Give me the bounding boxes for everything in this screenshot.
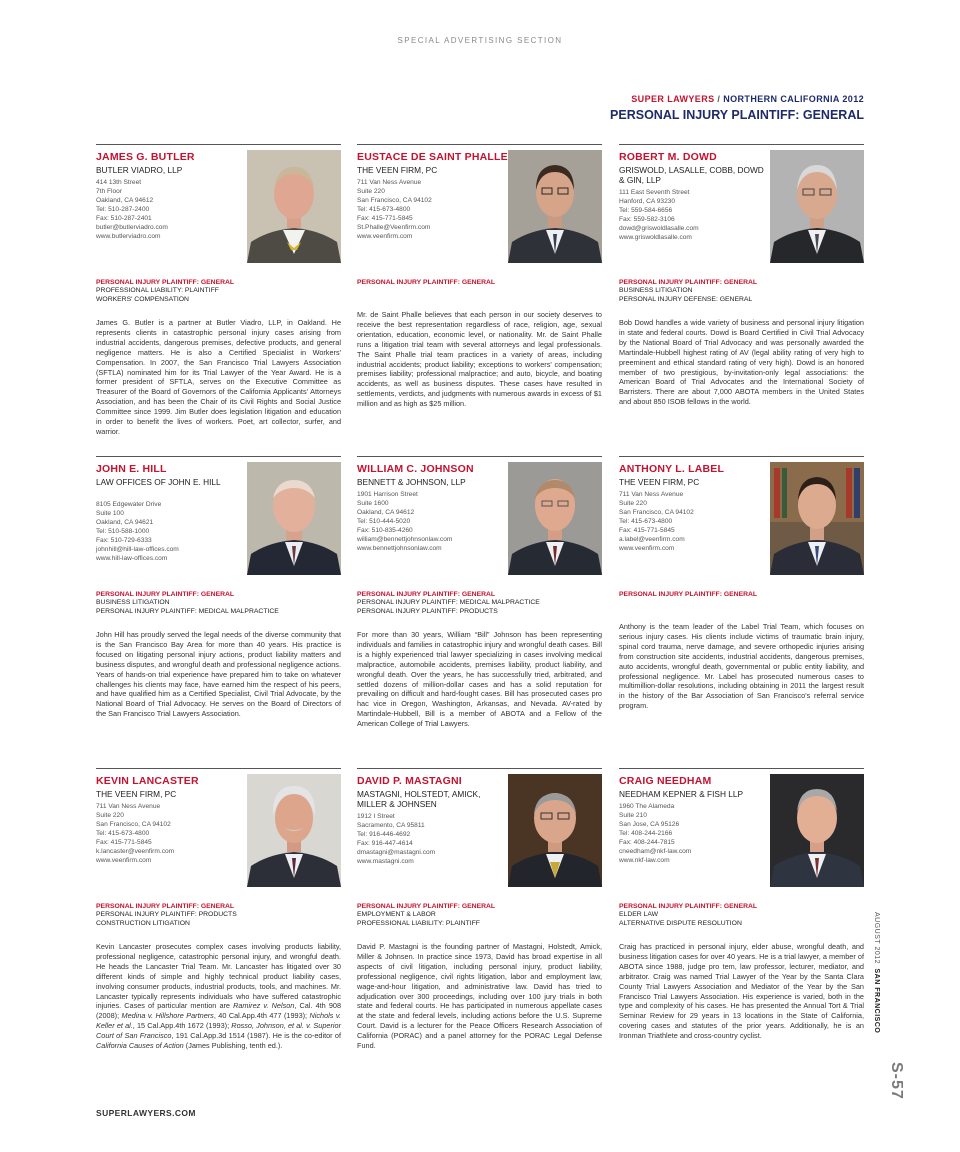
profile-card <box>96 768 341 1068</box>
contact-line: Tel: 916-446-4692 <box>357 831 411 838</box>
header-subtitle <box>610 94 864 104</box>
profile-card <box>619 768 864 1068</box>
contact-line: 1960 The Alameda <box>619 803 675 810</box>
practice-areas <box>357 902 602 928</box>
contact-line: Suite 1600 <box>357 500 389 507</box>
attorney-name: DAVID P. MASTAGNI <box>357 775 462 787</box>
profile-card <box>96 456 341 756</box>
contact-line: 8105 Edgewater Drive <box>96 501 162 508</box>
practice-area: PROFESSIONAL LIABILITY: PLAINTIFF <box>96 287 219 294</box>
portrait-image <box>770 774 864 887</box>
secondary-practice-areas <box>96 911 341 928</box>
portrait-image <box>508 774 602 887</box>
contact-line: Tel: 415-673-4800 <box>96 830 150 837</box>
divider <box>619 456 864 457</box>
contact-line: www.griswoldlasalle.com <box>619 234 692 241</box>
attorney-name: ROBERT M. DOWD <box>619 151 717 163</box>
divider <box>619 768 864 769</box>
practice-area: ELDER LAW <box>619 911 659 918</box>
practice-area: PERSONAL INJURY PLAINTIFF: MEDICAL MALPRACTICE <box>357 599 540 606</box>
contact-line: St.Phalle@Veenfirm.com <box>357 224 431 231</box>
contact-line: Suite 220 <box>96 812 124 819</box>
divider <box>96 144 341 145</box>
contact-line: Tel: 510-287-2400 <box>96 206 150 213</box>
contact-line: Suite 220 <box>357 188 385 195</box>
contact-line: k.lancaster@veenfirm.com <box>96 848 175 855</box>
practice-area: WORKERS' COMPENSATION <box>96 295 189 303</box>
profile-card <box>357 144 602 444</box>
contact-line: Fax: 559-582-3106 <box>619 216 675 223</box>
contact-block <box>357 812 507 866</box>
portrait-image <box>508 462 602 575</box>
section-label: SPECIAL ADVERTISING SECTION <box>397 36 563 45</box>
contact-line: www.hill-law-offices.com <box>96 555 168 562</box>
contact-block <box>96 500 246 563</box>
profile-card <box>357 768 602 1068</box>
firm-name: BENNETT & JOHNSON, LLP <box>357 477 466 487</box>
firm-name: NEEDHAM KEPNER & FISH LLP <box>619 789 744 799</box>
contact-line: www.mastagni.com <box>357 858 414 865</box>
firm-name: LAW OFFICES OF JOHN E. HILL <box>96 477 221 487</box>
attorney-name: EUSTACE DE SAINT PHALLE <box>357 151 508 163</box>
attorney-bio: Anthony is the team leader of the Label Trial Team, which focuses on serious injury cases. His clients include victims of traumatic brain injury, spinal cord trauma, nerve damage, and severe orthopedic injuries arising from construction site accidents, industrial accidents, dangerous premises, auto accidents, wrongful death, governmental or public entity liability, and professional negligence. Mr. Label has prosecuted numerous cases to multimillion-dollar resolutions, including obtaining in 2011 the largest result in the history of the Bar Association of San Francisco's referral service program. <box>619 622 864 711</box>
contact-line: Fax: 415-771-5845 <box>357 215 413 222</box>
firm-name: GRISWOLD, LASALLE, COBB, DOWD & GIN, LLP <box>619 165 764 185</box>
contact-line: Fax: 510-835-4260 <box>357 527 413 534</box>
portrait-image <box>508 150 602 263</box>
divider <box>96 456 341 457</box>
contact-line: Suite 220 <box>619 500 647 507</box>
website-url: SUPERLAWYERS.COM <box>96 1108 196 1118</box>
contact-line: Fax: 408-244-7815 <box>619 839 675 846</box>
contact-line: dowd@griswoldlasalle.com <box>619 225 699 232</box>
primary-practice-area: PERSONAL INJURY PLAINTIFF: GENERAL <box>619 903 758 910</box>
contact-line: www.nkf-law.com <box>619 857 670 864</box>
profile-card <box>357 456 602 756</box>
primary-practice-area: PERSONAL INJURY PLAINTIFF: GENERAL <box>619 279 758 286</box>
contact-line: Fax: 510-729-6333 <box>96 537 152 544</box>
contact-line: dmastagni@mastagni.com <box>357 849 436 856</box>
contact-line: www.bennettjohnsonlaw.com <box>357 545 442 552</box>
contact-line: Oakland, CA 94612 <box>96 197 154 204</box>
practice-area: BUSINESS LITIGATION <box>96 599 170 606</box>
attorney-bio: James G. Butler is a partner at Butler Viadro, LLP, in Oakland. He represents clients in catastrophic personal injury cases arising from industrial accidents, dangerous premises, defective products, and general negligence matters. He is also a Certified Specialist in Workers' Compensation. In 2007, the San Francisco Trial Lawyers Association (SFTLA) nominated him for its Trial Lawyer of the Year Award. He is a former president of SFTLA, serves on the Executive Committee as Treasurer of the Board of Governors of the California Applicants' Attorneys Association, and has been the Chair of its Civil Rights and Social Justice Committee since 1999. Jim Butler does legislation litigation and education in order to benefit the lives of workers. Poet, art collector, surfer, and warrior. <box>96 318 341 436</box>
contact-line: a.label@veenfirm.com <box>619 536 685 543</box>
practice-area: PERSONAL INJURY PLAINTIFF: PRODUCTS <box>357 607 498 615</box>
issue-city: SAN FRANCISCO <box>873 968 880 1034</box>
listing-title: PERSONAL INJURY PLAINTIFF: GENERAL <box>610 108 864 122</box>
divider <box>357 144 602 145</box>
contact-line: Fax: 510-287-2401 <box>96 215 152 222</box>
firm-name: BUTLER VIADRO, LLP <box>96 165 183 175</box>
attorney-name: KEVIN LANCASTER <box>96 775 199 787</box>
contact-line: San Francisco, CA 94102 <box>96 821 171 828</box>
divider <box>619 144 864 145</box>
contact-line: Fax: 415-771-5845 <box>96 839 152 846</box>
contact-line: Tel: 559-584-6656 <box>619 207 673 214</box>
contact-block <box>619 188 769 242</box>
case-citation: Nichols v. Keller et al. <box>96 1011 341 1031</box>
contact-line: 414 13th Street <box>96 179 142 186</box>
contact-block <box>357 490 507 553</box>
contact-line: Oakland, CA 94612 <box>357 509 415 516</box>
portrait-image <box>247 774 341 887</box>
practice-areas <box>96 590 341 616</box>
attorney-name: ANTHONY L. LABEL <box>619 463 725 475</box>
contact-block <box>96 178 246 241</box>
firm-name: THE VEEN FIRM, PC <box>619 477 700 487</box>
attorney-bio: Craig has practiced in personal injury, elder abuse, wrongful death, and business litigation cases for over 40 years. He is a trial lawyer, a member of ABOTA since 1988, judge pro tem, law professor, lecturer, mediator, and arbitrator. Craig was named Trial Lawyer of the Year by the Santa Clara County Trial Lawyers Association and Mediator of the Year by the San Francisco Trial Lawyers Association. His experience is varied, both in the type and complexity of his cases. He has presented the Annual Tort & Trial Seminar Review for 29 years in 13 locations in the State of California, covering cases and statutes of the prior years. Additionally, he is an Ironman Triathlete and cross-country cyclist. <box>619 942 864 1041</box>
attorney-name: CRAIG NEEDHAM <box>619 775 712 787</box>
attorney-photo <box>247 774 341 887</box>
attorney-bio: For more than 30 years, William “Bill” Johnson has been representing individuals and families in catastrophic injury and wrongful death cases. Bill is a highly experienced trial lawyer specializing in cases involving medical malpractice, automobile accidents, premises liability, product liability, and wrongful death. Over the years, he has successfully tried, arbitrated, and settled dozens of million-dollar cases and has a solid reputation for prevailing on difficult and hard-fought cases. Bill has prosecuted cases pro hac vice in Oregon, Washington, Arkansas, and Nevada. AV-rated by Martindale-Hubbell, Bill is a member of ABOTA and a Fellow of the American College of Trial Lawyers. <box>357 630 602 729</box>
practice-area: PROFESSIONAL LIABILITY: PLAINTIFF <box>357 919 480 927</box>
practice-areas <box>619 278 864 304</box>
practice-area: EMPLOYMENT & LABOR <box>357 911 436 918</box>
contact-block <box>619 490 769 553</box>
attorney-bio: David P. Mastagni is the founding partner of Mastagni, Holstedt, Amick, Miller & Johnsen. In practice since 1973, David has broad expertise in all aspects of civil litigation, including personal injury, product liability, professional negligence, civil rights litigation, labor and employment law, wage-and-hour litigation, and administrative law. David has tried to adjudication over 300 proceedings, including over 100 jury trials in both state and federal courts. He has participated in numerous appellate cases at the state and federal levels, including actions before the U.S. Supreme Court. David is a lecturer for the Peace Officers Research Association of California (PORAC) and a panel attorney for the PORAC Legal Defense Fund. <box>357 942 602 1051</box>
practice-areas <box>357 590 602 616</box>
firm-name: THE VEEN FIRM, PC <box>357 165 438 175</box>
secondary-practice-areas <box>96 599 341 616</box>
practice-area: PERSONAL INJURY PLAINTIFF: MEDICAL MALPRACTICE <box>96 607 279 615</box>
contact-line: Tel: 415-673-4800 <box>357 206 411 213</box>
contact-block <box>619 802 769 865</box>
case-citation: Ramirez v. Nelson <box>233 1001 295 1011</box>
primary-practice-area: PERSONAL INJURY PLAINTIFF: GENERAL <box>357 903 496 910</box>
contact-line: San Francisco, CA 94102 <box>619 509 694 516</box>
practice-area: ALTERNATIVE DISPUTE RESOLUTION <box>619 919 742 927</box>
attorney-photo <box>247 150 341 263</box>
practice-area: PERSONAL INJURY PLAINTIFF: PRODUCTS <box>96 911 237 918</box>
contact-line: Tel: 408-244-2166 <box>619 830 673 837</box>
practice-areas <box>96 902 341 928</box>
contact-line: www.veenfirm.com <box>96 857 152 864</box>
portrait-image <box>770 462 864 575</box>
secondary-practice-areas <box>619 911 864 928</box>
header-separator: / <box>717 94 721 104</box>
contact-line: 111 East Seventh Street <box>619 189 690 196</box>
contact-line: Suite 210 <box>619 812 647 819</box>
issue-info <box>870 912 888 1102</box>
contact-line: 711 Van Ness Avenue <box>96 803 161 810</box>
divider <box>357 456 602 457</box>
contact-line: 1901 Harrison Street <box>357 491 418 498</box>
bio-text: Kevin Lancaster prosecutes complex cases involving products liability, professional negligence, catastrophic personal injury, and wrongful death. He heads the Lancaster Trial Team. Mr. Lancaster has litigated over 30 different kinds of simple and highly technical product liability cases, involving consumer products, industrial products, tools, and machines. Mr. Lancaster typically represents individuals who have suffered catastrophic injuries. Cases of particular mention are <box>96 942 341 1011</box>
contact-line: 7th Floor <box>96 188 123 195</box>
contact-line: San Francisco, CA 94102 <box>357 197 432 204</box>
contact-line: william@bennettjohnsonlaw.com <box>357 536 453 543</box>
attorney-name: JOHN E. HILL <box>96 463 167 475</box>
contact-line: Fax: 415-771-5845 <box>619 527 675 534</box>
divider <box>357 768 602 769</box>
secondary-practice-areas <box>619 287 864 304</box>
profile-card <box>96 144 341 444</box>
practice-areas <box>357 278 602 287</box>
profile-card <box>619 144 864 444</box>
practice-areas <box>619 902 864 928</box>
contact-line: 711 Van Ness Avenue <box>619 491 684 498</box>
contact-line: Hanford, CA 93230 <box>619 198 676 205</box>
primary-practice-area: PERSONAL INJURY PLAINTIFF: GENERAL <box>357 279 496 286</box>
contact-line: Tel: 510-588-1000 <box>96 528 150 535</box>
attorney-photo <box>247 462 341 575</box>
brand-name: SUPER LAWYERS <box>631 94 715 104</box>
practice-area: PERSONAL INJURY DEFENSE: GENERAL <box>619 295 753 303</box>
contact-line: www.butlerviadro.com <box>96 233 161 240</box>
attorney-bio: Bob Dowd handles a wide variety of business and personal injury litigation in state and federal courts. Dowd is Board Certified in Civil Trial Advocacy by the National Board of Trial Advocacy and was personally awarded the Martindale-Hubbell highest rating of AV (legal ability rating of very high to preeminent and ethical standard rating of very high). Dowd is an honored member of two prestigious, by-invitation-only legal associations: the American Board of Trial Advocates and the International Society of Barristers. There are about 7,000 ABOTA members in the United States and about 850 ISOB fellows in the world. <box>619 318 864 407</box>
contact-line: butler@butlerviadro.com <box>96 224 168 231</box>
region-name: NORTHERN CALIFORNIA 2012 <box>723 94 864 104</box>
practice-area: BUSINESS LITIGATION <box>619 287 693 294</box>
contact-line: Tel: 415-673-4800 <box>619 518 673 525</box>
bio-text: , 191 Cal.App.3d 1514 (1987). He is the co-editor of <box>171 1031 341 1041</box>
attorney-photo <box>770 150 864 263</box>
attorney-bio <box>96 942 341 1051</box>
portrait-image <box>770 150 864 263</box>
practice-areas <box>619 590 864 599</box>
contact-line: johnhill@hill-law-offices.com <box>96 546 179 553</box>
primary-practice-area: PERSONAL INJURY PLAINTIFF: GENERAL <box>619 591 758 598</box>
profile-card <box>619 456 864 756</box>
contact-line: cneedham@nkf-law.com <box>619 848 692 855</box>
practice-areas <box>96 278 341 304</box>
issue-date: AUGUST 2012 <box>873 912 880 965</box>
contact-line: Oakland, CA 94621 <box>96 519 154 526</box>
firm-name: THE VEEN FIRM, PC <box>96 789 177 799</box>
primary-practice-area: PERSONAL INJURY PLAINTIFF: GENERAL <box>357 591 496 598</box>
firm-name: MASTAGNI, HOLSTEDT, AMICK, MILLER & JOHNSEN <box>357 789 481 809</box>
contact-line: Fax: 916-447-4614 <box>357 840 413 847</box>
page-number: S-57 <box>888 1062 905 1100</box>
secondary-practice-areas <box>96 287 341 304</box>
contact-line: Sacramento, CA 95811 <box>357 822 425 829</box>
contact-line: San Jose, CA 95126 <box>619 821 680 828</box>
practice-area: CONSTRUCTION LITIGATION <box>96 919 190 927</box>
bio-text: , 15 Cal.App.4th 1672 (1993); <box>132 1021 232 1031</box>
primary-practice-area: PERSONAL INJURY PLAINTIFF: GENERAL <box>96 279 235 286</box>
attorney-name: WILLIAM C. JOHNSON <box>357 463 474 475</box>
attorney-photo <box>508 462 602 575</box>
contact-line: www.veenfirm.com <box>357 233 413 240</box>
secondary-practice-areas <box>357 599 602 616</box>
divider <box>96 768 341 769</box>
attorney-photo <box>508 774 602 887</box>
bio-text: (James Publishing, tenth ed.). <box>183 1041 283 1051</box>
portrait-image <box>247 462 341 575</box>
attorney-photo <box>508 150 602 263</box>
case-citation: Medina v. Hillshore Partners <box>121 1011 214 1021</box>
contact-line: Tel: 510-444-5020 <box>357 518 411 525</box>
attorney-name: JAMES G. BUTLER <box>96 151 195 163</box>
bio-text: , Cal. 4th 908 (2008); <box>96 1001 341 1021</box>
case-citation: California Causes of Action <box>96 1041 184 1051</box>
contact-block <box>96 802 246 865</box>
attorney-photo <box>770 774 864 887</box>
contact-line: www.veenfirm.com <box>619 545 675 552</box>
secondary-practice-areas <box>357 911 602 928</box>
attorney-bio: John Hill has proudly served the legal needs of the diverse community that is the San Francisco Bay Area for more than 40 years. His practice is focused on litigating personal injury actions, product liability matters and business disputes, and wrongful death and professional negligence actions. Years of hands-on trial experience have prepared him to take on whatever challenges his clients may face, have earned him the respect of his peers, and have qualified him as a Certified Specialist, Civil Trial Advocate, by the National Board of Trial Advocacy. He serves on the Board of Directors of the San Francisco Trial Lawyers Association. <box>96 630 341 719</box>
attorney-bio: Mr. de Saint Phalle believes that each person in our society deserves to receive the best representation regardless of race, religion, age, sexual orientation, education, economic level, or nationality. Mr. de Saint Phalle runs a litigation trial team with several attorneys and legal professionals. The Saint Phalle trial team practices in a variety of areas, including industrial accidents; product liability; exceptions to workers' compensation; premises liability; professional malpractice; and auto, bicycle, and boating accidents, as well as business disputes. These cases have resulted in settlements, verdicts, and judgments with numerous awards in excess of $1 million and as high as $25 million. <box>357 310 602 409</box>
case-citation: Rosso, Johnson, et al. v. Superior Court of San Francisco <box>96 1021 341 1041</box>
contact-line: 1912 I Street <box>357 813 395 820</box>
contact-line: Suite 100 <box>96 510 124 517</box>
bio-text: , 40 Cal.App.4th 477 (1993); <box>213 1011 310 1021</box>
primary-practice-area: PERSONAL INJURY PLAINTIFF: GENERAL <box>96 903 235 910</box>
portrait-image <box>247 150 341 263</box>
contact-line: 711 Van Ness Avenue <box>357 179 422 186</box>
contact-block <box>357 178 507 241</box>
primary-practice-area: PERSONAL INJURY PLAINTIFF: GENERAL <box>96 591 235 598</box>
listing-header <box>610 94 864 122</box>
attorney-photo <box>770 462 864 575</box>
